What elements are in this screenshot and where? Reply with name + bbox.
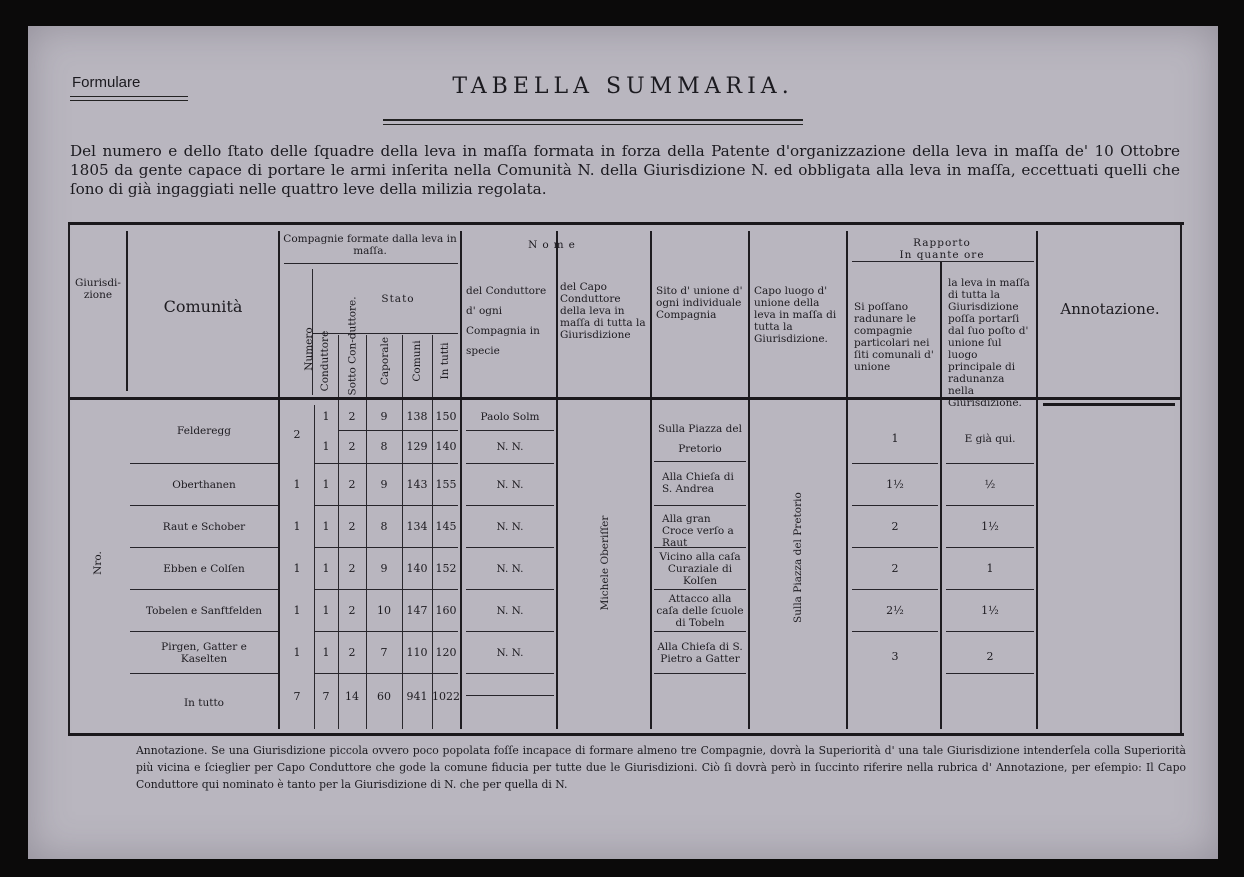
formulare-label: Formulare bbox=[72, 74, 141, 91]
header-in-quante-ore: In quante ore bbox=[899, 249, 985, 261]
header-sito: Sito d' unione d' ogni individuale Compagnia bbox=[656, 285, 743, 321]
header-comunita: Comunità bbox=[163, 297, 243, 316]
total-label: In tutto bbox=[184, 697, 224, 709]
header-del-capo: del Capo Conduttore della leva in maſſa di tutta la Giurisdizione bbox=[560, 281, 646, 341]
header-rapporto: Rapporto bbox=[913, 237, 971, 249]
header-la-leva: la leva in maſſa di tutta la Giurisdizione poſſa portarſi dal ſuo poſto d' unione ſul luogo principale di radunanza nella Giurisdizione. bbox=[948, 277, 1030, 409]
document-sheet bbox=[28, 26, 1218, 859]
page-title: TABELLA SUMMARIA. bbox=[452, 74, 794, 99]
header-capo-luogo: Capo luogo d' unione della leva in maſſa di tutta la Giurisdizione. bbox=[754, 285, 837, 345]
header-numero: Numero bbox=[303, 327, 315, 371]
footnote: Annotazione. Se una Giurisdizione piccola ovvero poco popolata foſſe incapace di formare almeno tre Compagnie, dovrà la Superiorità d' una tale Giurisdizione intenderſela colla Superiorità più vicina e ſcieglier per Capo Conduttore che gode la comune fiducia per tutte due le Giurisdizioni. Ciò ſi dovrà però in ſuccinto riferire nella rubrica d' Annotazione, per eſempio: Il Capo Conduttore qui nominato è tanto per la Giurisdizione di N. che per quella di N. bbox=[136, 744, 1186, 791]
comunita-cell: Felderegg bbox=[177, 425, 231, 437]
header-giurisdizione: Giurisdi-zione bbox=[75, 277, 121, 301]
header-compagnie: Compagnie formate dalla leva in maſſa. bbox=[283, 233, 457, 257]
header-del-conduttore: del Conduttore d' ogni Compagnia in specie bbox=[466, 285, 547, 357]
giurisdizione-value: Nro. bbox=[92, 551, 104, 575]
summary-table: Giurisdi-zione Comunità Compagnie formate dalla leva in maſſa. Stato Numero Conduttore Sotto Con-duttore. Caporale Comuni In tutti Nome del Conduttore d' ogni Compagnia in specie del Capo Conduttore della leva in maſſa di tutta la Giurisdizione Sito d' unione d' ogni individuale Compagnia Capo luogo d' unione della leva in maſſa di tutta la Giurisdizione. Rapporto In quante ore Si poſſano radunare le compagnie particolari nei ſiti comunali d' unione la leva in maſſa di tutta la Giurisdizione poſſa portarſi dal ſuo poſto d' unione ſul luogo principale di radunanza nella Giurisdizione. Annotazione. Nro. Michele Oberiſſer Sulla Piazza del Pretorio Felderegg 2 1 2 9 138 150 Paolo Solm 1 2 8 129 140 N. N. Sulla Piazza del Pretorio 1 E già qui. Oberthanen 1 1 2 9 143 155 N. N. Alla Chieſa di S. Andrea 1½ ½ Raut e Schober 1 1 2 8 134 145 N. N. Alla gran Croce verſo a Raut 2 1½ Ebben e Colſen 1 1 2 9 140 152 N. N. Vicino alla caſa Curaziale di Kolſen 2 1 Tobelen e Sanftfelden 1 1 2 10 147 160 N. N. Attacco alla caſa delle ſcuole di Tobeln 2½ 1½ Pirgen, Gatter e Kaselten 1 1 2 7 110 120 N. N. Alla Chieſa di S. Pietro a Gatter 3 2 In tutto 7 7 14 60 941 1022 bbox=[68, 222, 1184, 736]
capo-conduttore-value: Michele Oberiſſer bbox=[599, 515, 611, 611]
header-comuni: Comuni bbox=[411, 340, 423, 382]
intro-paragraph: Del numero e dello ſtato delle ſquadre della leva in maſſa formata in forza della Patente d'organizzazione della leva in maſſa de' 10 Ottobre 1805 da gente capace di portare le armi inſerita nella Comunità N. della Giurisdizione N. ed obbligata alla leva in maſſa, eccettuati quelli che ſono di già ingaggiati nelle quattro leve della milizia regolata. bbox=[70, 142, 1180, 198]
header-in-tutti: In tutti bbox=[439, 342, 451, 380]
divider bbox=[70, 100, 188, 101]
header-si-possano: Si poſſano radunare le compagnie particolari nei ſiti comunali d' unione bbox=[854, 301, 934, 373]
divider bbox=[383, 119, 803, 121]
header-conduttore: Conduttore bbox=[319, 330, 331, 392]
header-nome: Nome bbox=[528, 239, 580, 251]
divider bbox=[383, 124, 803, 125]
header-stato: Stato bbox=[381, 293, 415, 305]
header-caporale: Caporale bbox=[379, 336, 391, 386]
capo-luogo-value: Sulla Piazza del Pretorio bbox=[792, 492, 804, 623]
header-annotazione: Annotazione. bbox=[1060, 300, 1160, 318]
header-sotto-conduttore: Sotto Con-duttore. bbox=[346, 296, 359, 396]
